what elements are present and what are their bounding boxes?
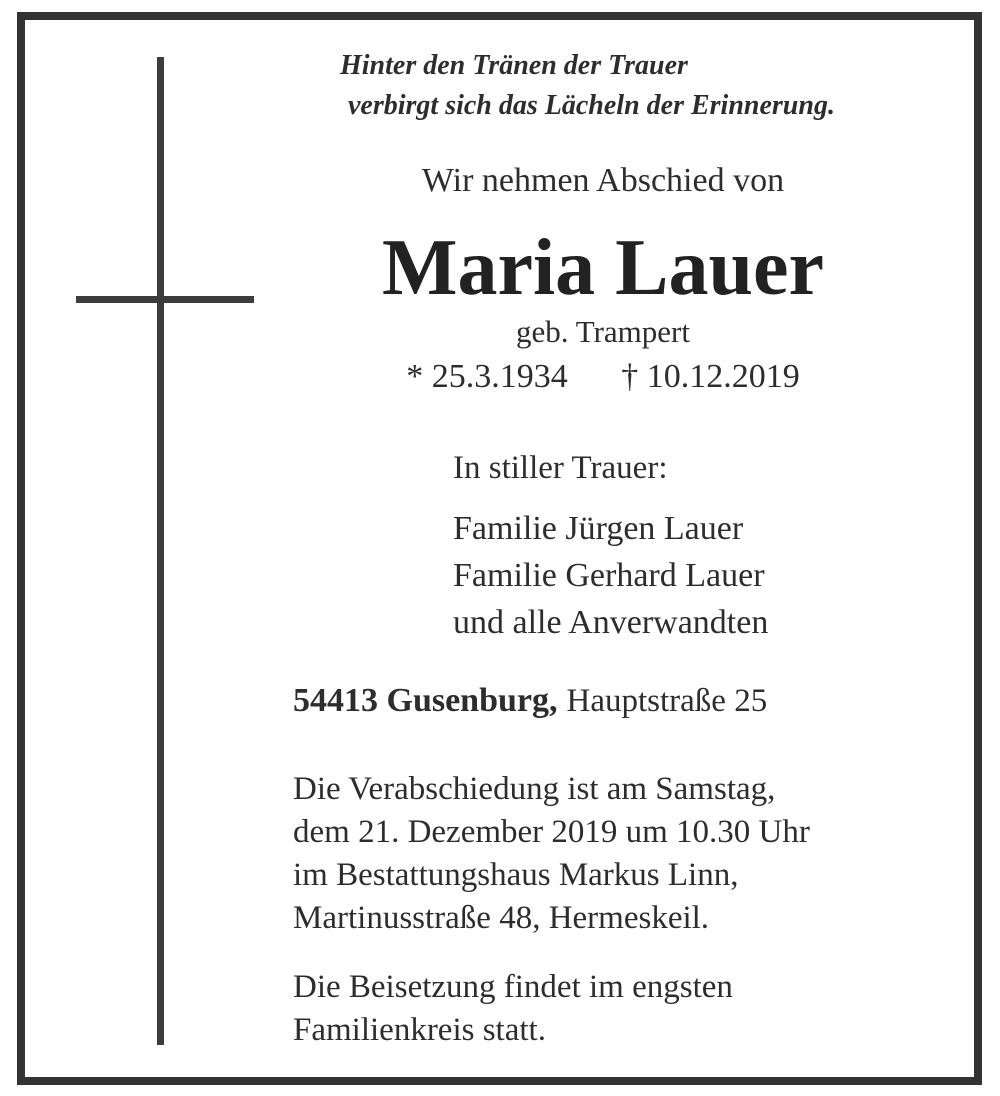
maiden-name: geb. Trampert — [516, 314, 690, 349]
epitaph-line-1: Hinter den Tränen der Trauer — [340, 50, 688, 81]
deceased-name: Maria Lauer — [381, 224, 825, 312]
mourning-label: In stiller Trauer: — [453, 450, 668, 486]
mourner-line: und alle Anverwandten — [453, 604, 769, 641]
epitaph-quote — [340, 46, 835, 126]
farewell-line: Martinusstraße 48, Hermeskeil. — [293, 900, 710, 936]
memorial-cross-horizontal-bar — [76, 296, 254, 303]
epitaph-line-2: verbirgt sich das Lächeln der Erinnerung. — [348, 90, 835, 121]
burial-line: Die Beisetzung findet im engsten — [293, 969, 733, 1005]
family-address — [293, 682, 767, 720]
address-street: Hauptstraße 25 — [566, 683, 768, 719]
address-city: 54413 Gusenburg, — [293, 682, 558, 719]
mourners-list — [453, 505, 768, 646]
birth-date: * 25.3.1934 — [406, 358, 568, 395]
farewell-line: dem 21. Dezember 2019 um 10.30 Uhr — [293, 814, 810, 850]
life-dates — [230, 358, 976, 396]
mourner-line: Familie Gerhard Lauer — [453, 557, 765, 594]
farewell-intro: Wir nehmen Abschied von — [421, 162, 785, 199]
burial-line: Familienkreis statt. — [293, 1012, 546, 1048]
farewell-line: Die Verabschiedung ist am Samstag, — [293, 771, 776, 807]
farewell-ceremony-paragraph — [293, 768, 810, 940]
burial-paragraph — [293, 966, 733, 1052]
mourner-line: Familie Jürgen Lauer — [453, 510, 744, 547]
memorial-cross-vertical-bar — [157, 57, 164, 1045]
death-date: † 10.12.2019 — [621, 358, 800, 395]
farewell-line: im Bestattungshaus Markus Linn, — [293, 857, 739, 893]
